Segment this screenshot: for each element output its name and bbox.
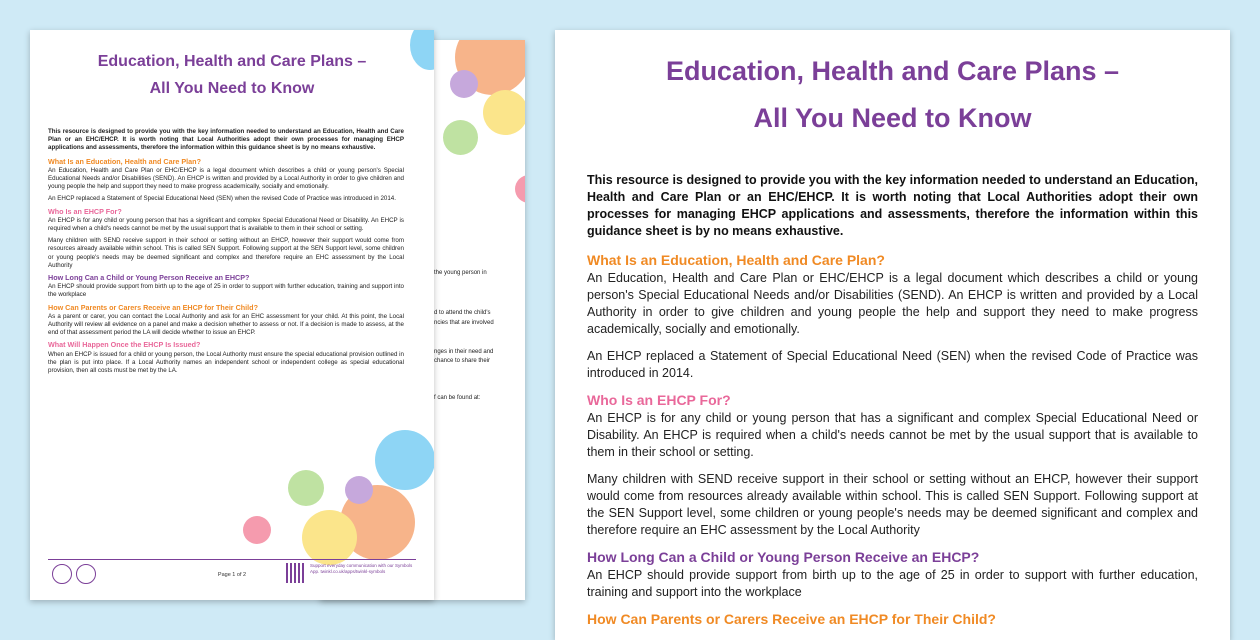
- peek-text: d to attend the child's: [434, 310, 491, 316]
- qr-code-icon: [286, 563, 306, 583]
- back-para: An EHCP replaced a Statement of Special Educational Need (SEN) when the revised Code of Practice was introduced in 2014.: [48, 195, 396, 203]
- section-heading: Who Is an EHCP For?: [587, 392, 731, 408]
- back-para: An EHCP is for any child or young person that has a significant and complex Special Educational Need or Disability. An EHCP is required when a child's needs cannot be met by the usual support that is available to them in their school or setting.: [48, 216, 404, 233]
- title-line2: All You Need to Know: [753, 103, 1032, 133]
- main-content: [587, 172, 1198, 629]
- back-content: [48, 128, 404, 379]
- peek-text: the young person in: [434, 270, 487, 276]
- section-heading: How Long Can a Child or Young Person Receive an EHCP?: [587, 549, 980, 565]
- back-title-line2: All You Need to Know: [149, 80, 315, 97]
- back-heading: Who Is an EHCP For?: [48, 206, 122, 216]
- back-footer: [48, 559, 416, 588]
- back-heading: What Will Happen Once the EHCP Is Issued?: [48, 340, 201, 350]
- peek-text: chance to share their: [434, 358, 491, 364]
- back-para: An EHCP should provide support from birth up to the age of 25 in order to support with further education, training and support into the workplace: [48, 283, 404, 299]
- section-paragraph: An EHCP is for any child or young person that has a significant and complex Special Educational Need or Disability. An EHCP is required when a child's needs cannot be met by the usual support that is available to them in their school or setting.: [587, 411, 1198, 459]
- section-paragraph: An Education, Health and Care Plan or EHC/EHCP is a legal document which describes a child or young person's Special Educational Needs and/or Disabilities (SEND). An EHCP is written and provided by a Local Authority in order to give children and young people the help and support they need to make progress academically, socially and emotionally.: [587, 271, 1198, 336]
- section-heading: What Is an Education, Health and Care Plan?: [587, 252, 885, 268]
- page-title: [555, 48, 1230, 142]
- section-paragraph: An EHCP should provide support from birth up to the age of 25 in order to support with further education, training and support into the workplace: [587, 568, 1198, 599]
- symbols-app-note: Support everyday communication with our Symbols App. twinkl.co.uk/apps/twinkl-symbols: [310, 563, 413, 574]
- peek-text: ncies that are involved: [434, 320, 494, 326]
- section-heading: How Can Parents or Carers Receive an EHCP for Their Child?: [587, 611, 996, 627]
- back-para: An Education, Health and Care Plan or EHC/EHCP is a legal document which describes a child or young person's Special Educational Needs and/or Disabilities (SEND). An EHCP is written and provided by a Local Authority in order to give children and young people the help and support they need to make progress academically, socially and emotionally.: [48, 166, 404, 191]
- back-heading: How Can Parents or Carers Receive an EHCP for Their Child?: [48, 302, 258, 312]
- back-intro: This resource is designed to provide you with the key information needed to understand an Education, Health and Care Plan or an EHC/EHCP. It is worth noting that Local Authorities adopt their own processes for managing EHCP applications and assessments, therefore the information within this guidance sheet is by no means exhaustive.: [48, 128, 404, 152]
- main-page: [555, 30, 1230, 640]
- back-title: [30, 48, 434, 102]
- section-paragraph: Many children with SEND receive support in their school or setting without an EHCP, however their support would come from resources already available within school. This is called SEN Support. Following support at the SEN Support level, some children or young people's needs may be deemed significant and complex and therefore require an EHC assessment by the Local Authority: [587, 472, 1198, 537]
- back-title-line1: Education, Health and Care Plans –: [97, 53, 367, 70]
- page-number: Page 1 of 2: [217, 572, 247, 578]
- section-paragraph: An EHCP replaced a Statement of Special Educational Need (SEN) when the revised Code of Practice was introduced in 2014.: [587, 349, 1198, 380]
- title-line1: Education, Health and Care Plans –: [665, 56, 1120, 86]
- back-para: As a parent or carer, you can contact the Local Authority and ask for an EHC assessment for your child. At this point, the Local Authority will review all evidence on a panel and make a decision whether to assess or not. If a decision is made to assess, at the end of that assessment period the LA will decide whether to issue an EHCP.: [48, 312, 404, 337]
- back-para: Many children with SEND receive support in their school or setting without an EHCP, however their support would come from resources already available within school. This is called SEN Support. Following support at the SEN Support level, some children or young people's needs may be deemed significant and complex and therefore require an EHC assessment by the Local Authority: [48, 237, 404, 269]
- back-para: When an EHCP is issued for a child or young person, the Local Authority must ensure the special educational provision outlined in the plan is put into place. If a Local Authority names an independent school or independent college as special educational provision, then all costs must be met by the LA.: [48, 350, 404, 375]
- back-page: [30, 30, 434, 600]
- back-heading: What Is an Education, Health and Care Plan?: [48, 156, 201, 166]
- back-heading: How Long Can a Child or Young Person Receive an EHCP?: [48, 273, 250, 283]
- intro-paragraph: This resource is designed to provide you with the key information needed to understand an Education, Health and Care Plan or an EHC/EHCP. It is worth noting that Local Authorities adopt their own processes for managing EHCP applications and assessments, therefore the information within this guidance sheet is by no means exhaustive.: [587, 173, 1198, 238]
- peek-text: nges in their need and: [434, 349, 494, 355]
- peek-text: f can be found at:: [434, 395, 481, 401]
